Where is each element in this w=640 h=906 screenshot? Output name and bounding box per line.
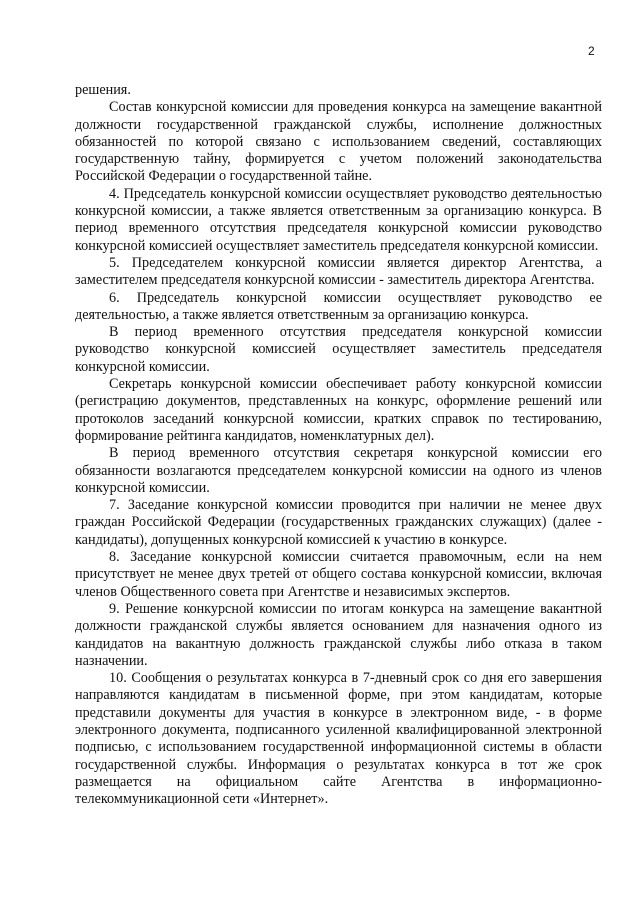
paragraph-continuation: решения.: [75, 82, 131, 98]
page-number: 2: [588, 44, 595, 58]
document-body: [75, 82, 602, 808]
paragraph-secretary-duties: Секретарь конкурсной комиссии обеспечивает работу конкурсной комиссии (регистрацию документов, представленных на конкурс, оформление решений или протоколов заседаний конкурсной комиссии, кратких справок по тестированию, формирование рейтинга кандидатов, номенклатурных дел).: [75, 376, 602, 444]
paragraph-commission-composition: Состав конкурсной комиссии для проведения конкурса на замещение вакантной должности государственной гражданской службы, исполнение должностных обязанностей по которой связано с использованием сведений, составляющих государственную тайну, формируется с учетом положений законодательства Российской Федерации о государственной тайне.: [75, 99, 602, 185]
paragraph-item-10: 10. Сообщения о результатах конкурса в 7-дневный срок со дня его завершения направляются кандидатам в письменной форме, при этом кандидатам, которые представили документы для участия в конкурсе в электронном виде, - в форме электронного документа, подписанного усиленной квалифицированной электронной подписью, с использованием государственной информационной системы в области государственной службы. Информация о результатах конкурса в тот же срок размещается на официальном сайте Агентства в информационно-телекоммуникационной сети «Интернет».: [75, 670, 602, 808]
paragraph-item-5: 5. Председателем конкурсной комиссии является директор Агентства, а заместителем председателя конкурсной комиссии - заместитель директора Агентства.: [75, 254, 602, 289]
paragraph-item-8: 8. Заседание конкурсной комиссии считается правомочным, если на нем присутствует не менее двух третей от общего состава конкурсной комиссии, включая членов Общественного совета при Агентстве и независимых экспертов.: [75, 549, 602, 600]
paragraph-item-7: 7. Заседание конкурсной комиссии проводится при наличии не менее двух граждан Российской Федерации (государственных гражданских служащих) (далее - кандидаты), допущенных конкурсной комиссией к участию в конкурсе.: [75, 497, 602, 548]
paragraph-secretary-absence: В период временного отсутствия секретаря конкурсной комиссии его обязанности возлагаются председателем конкурсной комиссии на одного из членов конкурсной комиссии.: [75, 445, 602, 496]
paragraph-item-4: 4. Председатель конкурсной комиссии осуществляет руководство деятельностью конкурсной комиссии, а также является ответственным за организацию конкурса. В период временного отсутствия председателя конкурсной комиссии руководство конкурсной комиссией осуществляет заместитель председателя конкурсной комиссии.: [75, 185, 602, 254]
paragraph-chair-absence: В период временного отсутствия председателя конкурсной комиссии руководство конкурсной комиссией осуществляет заместитель председателя конкурсной комиссии.: [75, 324, 602, 375]
paragraph-item-9: 9. Решение конкурсной комиссии по итогам конкурса на замещение вакантной должности гражданской службы является основанием для назначения одного из кандидатов на вакантную должность гражданской службы либо отказа в таком назначении.: [75, 600, 602, 669]
paragraph-item-6: 6. Председатель конкурсной комиссии осуществляет руководство ее деятельностью, а также является ответственным за организацию конкурса.: [75, 289, 602, 323]
